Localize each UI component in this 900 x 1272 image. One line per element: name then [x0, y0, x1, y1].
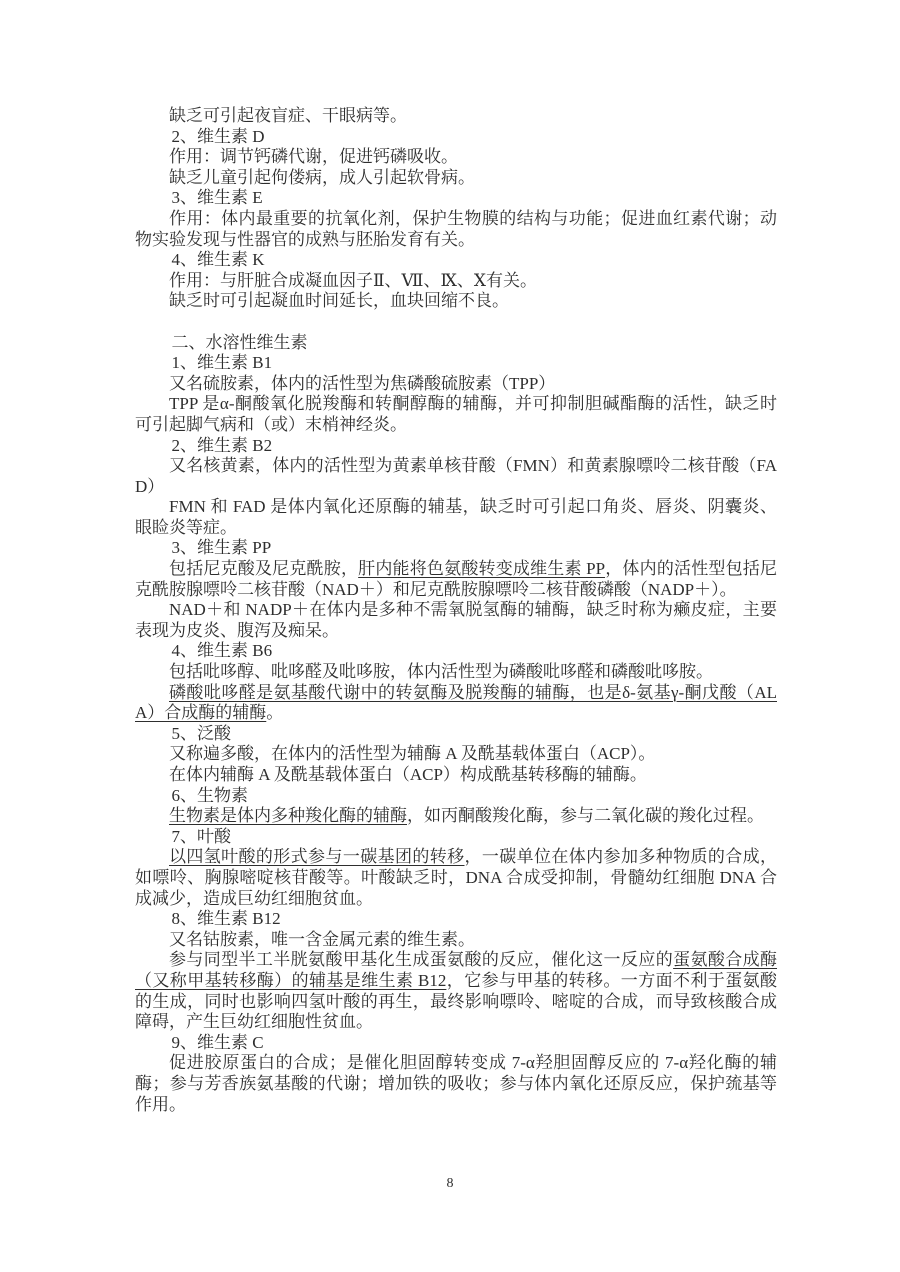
body-paragraph [135, 662, 777, 683]
text-run: 作用：与肝脏合成凝血因子Ⅱ、Ⅶ、Ⅸ、Ⅹ有关。 [169, 270, 537, 290]
body-paragraph [135, 168, 777, 189]
body-paragraph [135, 209, 777, 250]
text-run: 包括吡哆醇、吡哆醛及吡哆胺，体内活性型为磷酸吡哆醛和磷酸吡哆胺。 [169, 662, 713, 682]
body-paragraph [135, 559, 777, 600]
text-run: 促进胶原蛋白的合成；是催化胆固醇转变成 7-α羟胆固醇反应的 7-α羟化酶的辅酶；参与芳香族氨基酸的代谢；增加铁的吸收；参与体内氧化还原反应，保护巯基等作用。 [135, 1053, 777, 1114]
text-run: 8、维生素 B12 [171, 909, 281, 929]
section-heading [135, 353, 777, 374]
underlined-phrase: 蛋氨酸合成酶（又称甲基转移酶）的辅基是维生素 B12 [135, 950, 778, 990]
text-run: 作用：体内最重要的抗氧化剂，保护生物膜的结构与功能；促进血红素代谢；动物实验发现与性器官的成熟与胚胎发育有关。 [135, 208, 777, 249]
text-run: 2、维生素 D [171, 126, 265, 146]
body-paragraph [135, 847, 777, 909]
text-run: ，如丙酮酸羧化酶，参与二氧化碳的羧化过程。 [407, 806, 764, 826]
text-run: 又名硫胺素，体内的活性型为焦磷酸硫胺素（TPP） [169, 373, 556, 393]
text-run: 7、叶酸 [171, 826, 232, 846]
text-run: ，体内的活性型包括尼克酰胺腺嘌呤二核苷酸（NAD＋）和尼克酰胺腺嘌呤二核苷酸磷酸（NADP＋）。 [135, 559, 777, 599]
section-heading [135, 786, 777, 807]
body-paragraph [135, 1053, 777, 1115]
text-run: 1、维生素 B1 [171, 353, 273, 373]
underlined-phrase: 肝内能将色氨酸转变成维生素 PP [358, 559, 606, 579]
body-paragraph [135, 950, 777, 1032]
text-run: 缺乏可引起夜盲症、干眼病等。 [169, 106, 407, 125]
text-run: 又名钴胺素，唯一含金属元素的维生素。 [169, 929, 475, 949]
body-paragraph [135, 106, 777, 127]
text-run: 又称遍多酸，在体内的活性型为辅酶 A 及酰基载体蛋白（ACP）。 [169, 744, 656, 764]
body-paragraph [135, 394, 777, 435]
text-run: 缺乏时可引起凝血时间延长，血块回缩不良。 [169, 291, 509, 311]
underlined-phrase: 磷酸吡哆醛是氨基酸代谢中的转氨酶及脱羧酶的辅酶，也是δ-氨基γ-酮戊酸（ALA）合成酶的辅酶 [135, 682, 777, 723]
text-run: 二、水溶性维生素 [171, 332, 308, 352]
body-paragraph [135, 456, 777, 497]
text-run: 9、维生素 C [171, 1032, 264, 1052]
page-number: 8 [446, 1176, 454, 1191]
underlined-phrase: 以四氢叶酸的形式参与一碳基团的转移 [169, 847, 465, 867]
document-body [135, 106, 777, 1115]
body-paragraph [135, 765, 777, 786]
text-run: ，一碳单位在体内参加多种物质的合成，如嘌呤、胸腺嘧啶核苷酸等。叶酸缺乏时，DNA 合成受抑制，骨髓幼红细胞 DNA 合成减少，造成巨幼红细胞贫血。 [135, 847, 777, 908]
text-run: 又名核黄素，体内的活性型为黄素单核苷酸（FMN）和黄素腺嘌呤二核苷酸（FAD） [135, 456, 777, 496]
section-heading [135, 724, 777, 745]
text-run: 3、维生素 PP [171, 538, 272, 558]
text-run: TPP 是α-酮酸氧化脱羧酶和转酮醇酶的辅酶，并可抑制胆碱酯酶的活性，缺乏时可引起脚气病和（或）末梢神经炎。 [135, 394, 777, 434]
body-paragraph [135, 744, 777, 765]
text-run: 5、泛酸 [171, 723, 232, 743]
text-run: 。 [266, 703, 284, 723]
section-heading [135, 538, 777, 559]
section-heading [135, 1033, 777, 1054]
text-run: NAD＋和 NADP＋在体内是多种不需氧脱氢酶的辅酶，缺乏时称为癞皮症，主要表现为皮炎、腹泻及痴呆。 [135, 600, 777, 640]
blank-line [135, 312, 777, 333]
text-run: 2、维生素 B2 [171, 435, 273, 455]
section-heading [135, 827, 777, 848]
body-paragraph [135, 497, 777, 538]
text-run: 4、维生素 K [171, 250, 265, 270]
text-run: ，它参与甲基的转移。一方面不利于蛋氨酸的生成，同时也影响四氢叶酸的再生，最终影响嘌呤、嘧啶的合成，而导致核酸合成障碍，产生巨幼红细胞性贫血。 [135, 970, 778, 1032]
text-run: 参与同型半工半胱氨酸甲基化生成蛋氨酸的反应，催化这一反应的 [169, 950, 674, 970]
body-paragraph [135, 806, 777, 827]
section-heading [135, 333, 777, 354]
underlined-phrase: 生物素是体内多种羧化酶的辅酶 [169, 806, 407, 826]
text-run: FMN 和 FAD 是体内氧化还原酶的辅基，缺乏时可引起口角炎、唇炎、阴囊炎、眼睑炎等症。 [135, 497, 777, 537]
body-paragraph [135, 600, 777, 641]
body-paragraph [135, 930, 777, 951]
body-paragraph [135, 374, 777, 395]
text-run: 3、维生素 E [171, 188, 263, 208]
text-run: 包括尼克酸及尼克酰胺， [169, 559, 359, 579]
text-run: 4、维生素 B6 [171, 641, 273, 661]
section-heading [135, 250, 777, 271]
section-heading [135, 127, 777, 148]
section-heading [135, 641, 777, 662]
text-run: 在体内辅酶 A 及酰基载体蛋白（ACP）构成酰基转移酶的辅酶。 [169, 765, 647, 784]
text-run: 缺乏儿童引起佝偻病，成人引起软骨病。 [169, 167, 475, 187]
body-paragraph [135, 683, 777, 724]
text-run: 作用：调节钙磷代谢，促进钙磷吸收。 [169, 147, 458, 167]
body-paragraph [135, 291, 777, 312]
body-paragraph [135, 271, 777, 292]
text-run: 6、生物素 [171, 785, 249, 805]
section-heading [135, 188, 777, 209]
section-heading [135, 436, 777, 457]
section-heading [135, 909, 777, 930]
body-paragraph [135, 147, 777, 168]
